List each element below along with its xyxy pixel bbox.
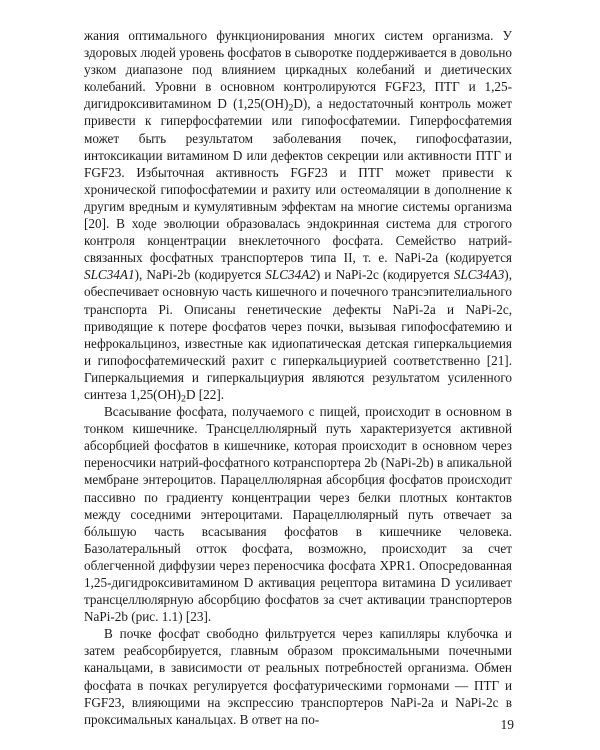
text-run: D), а недостаточный контроль может привести к гиперфосфатемии или гипофосфатемии. Гиперфосфатемия может быть результатом заболевания почек, гипофосфатазии, интоксикации витамином D или дефектов секреции или активности ПТГ и FGF23. Избыточная активность FGF23 и ПТГ может привести к хронической гипофосфатемии и рахиту или остеомаляции в дополнение к другим вредным и кумулятивным эффектам на многие системы организма [20]. В ходе эволюции образовалась эндокринная система для строгого контроля концентрации внеклеточного фосфата. Семейство натрий-связанных фосфатных транспортеров типа II, т. е. NaPi-2a (кодируется — [84, 96, 512, 266]
subscript: 2 — [181, 393, 186, 405]
paragraph-2 — [84, 403, 512, 625]
body-text — [84, 27, 512, 728]
text-run: В почке фосфат свободно фильтруется через капилляры клубочка и затем реабсорбируется, главным образом проксимальными почечными канальцами, в зависимости от реальных потребностей организма. Обмен фосфата в почках регулируется фосфатурическими гормонами — ПТГ и FGF23, влияющими на экспрессию транспортеров NaPi-2a и NaPi-2c в проксимальных канальцах. В ответ на по- — [84, 626, 512, 727]
text-run: жания оптимального функционирования многих систем организма. У здоровых людей уровень фосфатов в сыворотке поддерживается в довольно узком диапазоне под влиянием циркадных колебаний и диетических колебаний. Уровни в основном контролируются FGF23, ПТГ и 1,25-дигидроксивитамином D (1,25(OH) — [84, 28, 512, 112]
paragraph-1 — [84, 27, 512, 403]
gene-name: SLC34A3 — [453, 267, 505, 283]
page-number: 19 — [500, 717, 514, 732]
gene-name: SLC34A2 — [265, 267, 316, 283]
text-run: D [22]. — [185, 386, 225, 402]
text-run: Всасывание фосфата, получаемого с пищей, происходит в основном в тонком кишечнике. Трансцеллюлярный путь характеризуется активной абсорбцией фосфатов в кишечнике, которая происходит в основном через переносчики натрий-фосфатного котранспортера 2b (NaPi-2b) в апикальной мембране энтероцитов. Парацеллюлярная абсорбция фосфатов происходит пассивно по градиенту концентрации через белки плотных контактов между соседними энтероцитами. Парацеллюлярный путь отвечает за бóльшую часть всасывания фосфатов в кишечнике человека. Базолатеральный отток фосфата, возможно, происходит за счет облегченной диффузии через переносчика фосфата XPR1. Опосредованная 1,25-дигидроксивитамином D активация рецептора витамина D усиливает трансцеллюлярную абсорбцию фосфатов за счет активации транспортеров NaPi-2b (рис. 1.1) [23]. — [84, 404, 512, 625]
subscript: 2 — [288, 102, 294, 114]
text-run: ), обеспечивает основную часть кишечного и почечного трансэпителиального транспорта Pi. Описаны генетические дефекты NaPi-2a и NaPi-2c, приводящие к потере фосфатов через почки, вызывая гипофосфатемию и нефрокальциноз, известные как идиопатическая детская гиперкальциемия и гипофосфатемический рахит с гиперкальциурией соответственно [21]. Гиперкальциемия и гиперкальциурия являются результатом усиленного синтеза 1,25(OH) — [84, 267, 512, 402]
gene-name: SLC34A1 — [84, 267, 135, 283]
text-run: ) и NaPi-2c (кодируется — [315, 267, 454, 283]
paragraph-3 — [84, 625, 512, 728]
text-run: ), NaPi-2b (кодируется — [134, 267, 266, 283]
